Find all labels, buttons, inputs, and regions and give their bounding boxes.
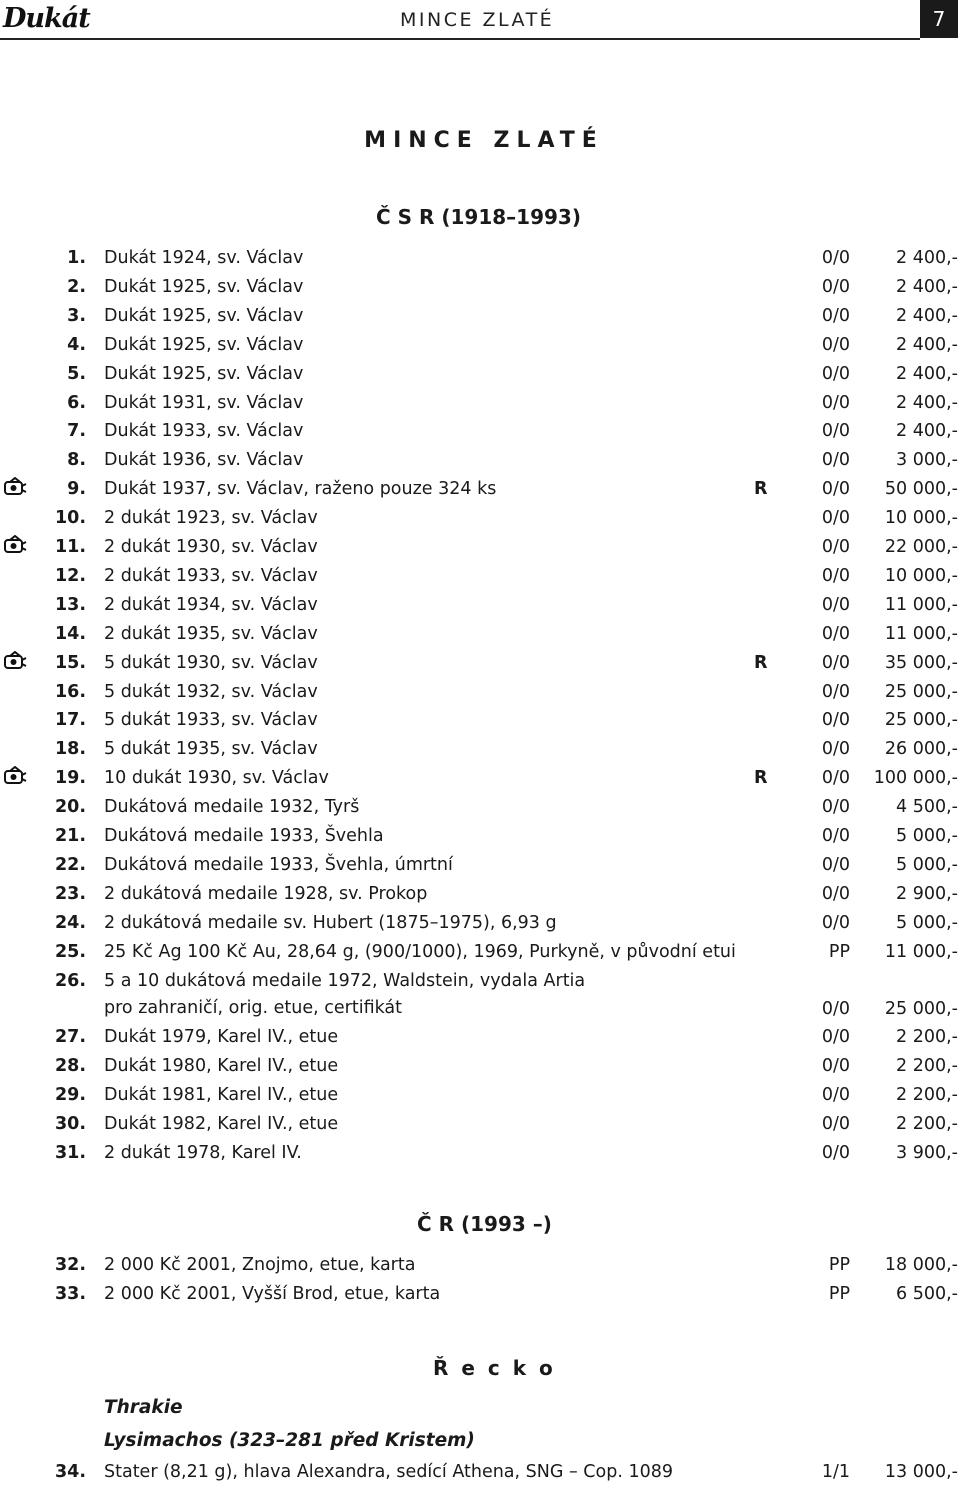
item-price: 11 000,-	[884, 594, 958, 615]
item-price: 2 200,-	[896, 1027, 958, 1048]
item-number: 11.	[54, 537, 86, 557]
photo-mark-icon	[3, 477, 27, 499]
item-number: 13.	[54, 594, 86, 615]
item-price: 2 400,-	[896, 421, 958, 442]
item-number: 21.	[54, 826, 86, 846]
item-grade: 0/0	[821, 392, 850, 413]
item-price: 2 200,-	[896, 1056, 958, 1077]
item-number: 18.	[54, 739, 86, 760]
item-description: 5 a 10 dukátová medaile 1972, Waldstein, vydala Artia	[104, 970, 586, 991]
item-grade: 0/0	[821, 826, 850, 846]
item-description: 2 dukát 1933, sv. Václav	[104, 565, 318, 586]
item-grade: 0/0	[821, 1085, 850, 1106]
item-grade: 0/0	[821, 1056, 850, 1077]
catalog-item	[0, 710, 960, 739]
item-number: 16.	[54, 681, 86, 702]
catalog-item	[0, 393, 960, 422]
item-price: 2 400,-	[896, 305, 958, 326]
item-price: 18 000,-	[884, 1255, 958, 1275]
item-grade: 0/0	[821, 305, 850, 326]
item-number: 28.	[54, 1056, 86, 1077]
item-grade: 0/0	[821, 797, 850, 818]
item-price: 5 000,-	[896, 912, 958, 933]
section-heading-recko: Ř e c k o	[433, 1356, 556, 1380]
catalog-item	[0, 277, 960, 306]
item-grade: 0/0	[821, 450, 850, 471]
item-price: 2 900,-	[896, 883, 958, 904]
item-description: Dukát 1933, sv. Václav	[104, 421, 304, 442]
catalog-item	[0, 306, 960, 335]
item-description: 2 dukát 1923, sv. Václav	[104, 508, 318, 529]
item-price: 3 900,-	[896, 1142, 958, 1163]
item-price: 2 400,-	[896, 363, 958, 384]
item-price: 10 000,-	[884, 565, 958, 586]
item-number: 12.	[54, 565, 86, 586]
item-grade: 0/0	[821, 594, 850, 615]
item-grade: 0/0	[821, 623, 850, 644]
item-grade: 0/0	[821, 854, 850, 875]
item-description: 5 dukát 1930, sv. Václav	[104, 652, 318, 673]
item-number: 7.	[67, 421, 86, 442]
item-rarity: R	[754, 768, 768, 789]
item-description: Dukát 1925, sv. Václav	[104, 334, 304, 355]
item-price: 50 000,-	[884, 479, 958, 500]
item-description: Dukát 1936, sv. Václav	[104, 450, 304, 471]
item-description: Dukát 1937, sv. Václav, raženo pouze 324 ks	[104, 479, 497, 500]
catalog-item	[0, 421, 960, 450]
header-rule	[0, 38, 920, 40]
catalog-item	[0, 1462, 960, 1491]
item-grade: 0/0	[821, 652, 850, 673]
catalog-item	[0, 595, 960, 624]
item-number: 1.	[67, 248, 86, 268]
catalog-item	[0, 971, 960, 1029]
item-description: Dukátová medaile 1933, Švehla, úmrtní	[104, 854, 453, 875]
catalog-item	[0, 450, 960, 479]
item-number: 27.	[54, 1027, 86, 1048]
item-description: 2 dukátová medaile 1928, sv. Prokop	[104, 883, 428, 904]
item-grade: PP	[828, 941, 850, 962]
item-number: 32.	[54, 1255, 86, 1275]
item-number: 22.	[54, 854, 86, 875]
item-description: Stater (8,21 g), hlava Alexandra, sedící Athena, SNG – Cop. 1089	[104, 1462, 673, 1482]
section-heading-csr: Č S R (1918–1993)	[376, 205, 581, 229]
item-rarity: R	[754, 479, 768, 500]
catalog-item	[0, 1255, 960, 1284]
item-grade: 0/0	[821, 768, 850, 789]
photo-mark-icon	[3, 535, 27, 557]
item-price: 100 000,-	[873, 768, 958, 789]
catalog-item	[0, 913, 960, 942]
item-price: 2 200,-	[896, 1114, 958, 1134]
item-description: 2 000 Kč 2001, Znojmo, etue, karta	[104, 1255, 416, 1275]
item-price: 11 000,-	[884, 623, 958, 644]
item-price: 22 000,-	[884, 537, 958, 557]
item-grade: 0/0	[821, 421, 850, 442]
item-number: 19.	[54, 768, 86, 789]
item-number: 23.	[54, 883, 86, 904]
item-description: Dukát 1925, sv. Václav	[104, 363, 304, 384]
catalog-item	[0, 884, 960, 913]
item-description: Dukát 1980, Karel IV., etue	[104, 1056, 339, 1077]
subheading-lysimachos: Lysimachos (323–281 před Kristem)	[104, 1430, 475, 1451]
catalog-item	[0, 537, 960, 566]
item-price: 35 000,-	[884, 652, 958, 673]
item-number: 17.	[54, 710, 86, 731]
item-description: Dukát 1979, Karel IV., etue	[104, 1027, 339, 1048]
item-description: Dukát 1982, Karel IV., etue	[104, 1114, 339, 1134]
item-number: 26.	[54, 970, 86, 991]
catalog-item	[0, 1085, 960, 1114]
item-grade: 0/0	[821, 248, 850, 268]
item-grade: 0/0	[821, 363, 850, 384]
item-price: 25 000,-	[884, 998, 958, 1019]
item-number: 10.	[54, 508, 86, 529]
item-number: 6.	[67, 392, 86, 413]
catalog-item	[0, 364, 960, 393]
item-grade: 0/0	[821, 1114, 850, 1134]
item-price: 2 400,-	[896, 392, 958, 413]
catalog-item	[0, 1143, 960, 1172]
item-grade: 0/0	[821, 710, 850, 731]
item-number: 8.	[67, 450, 86, 471]
item-description: Dukát 1981, Karel IV., etue	[104, 1085, 339, 1106]
catalog-item	[0, 1284, 960, 1313]
item-number: 33.	[54, 1284, 86, 1304]
running-title: MINCE ZLATÉ	[400, 9, 555, 31]
page-header	[0, 0, 960, 40]
item-grade: PP	[828, 1284, 850, 1304]
catalog-item	[0, 855, 960, 884]
item-grade: 0/0	[821, 739, 850, 760]
item-description: Dukát 1925, sv. Václav	[104, 276, 304, 297]
catalog-item	[0, 682, 960, 711]
item-number: 3.	[67, 305, 86, 326]
item-number: 25.	[54, 941, 86, 962]
page-number: 7	[920, 0, 958, 38]
item-description: 2 dukát 1978, Karel IV.	[104, 1142, 302, 1163]
item-rarity: R	[754, 652, 768, 673]
item-description: 25 Kč Ag 100 Kč Au, 28,64 g, (900/1000), 1969, Purkyně, v původní etui	[104, 941, 736, 962]
item-number: 31.	[54, 1142, 86, 1163]
item-grade: 0/0	[821, 912, 850, 933]
catalog-item	[0, 1027, 960, 1056]
item-description: 10 dukát 1930, sv. Václav	[104, 768, 329, 789]
item-number: 29.	[54, 1085, 86, 1106]
item-description: Dukátová medaile 1933, Švehla	[104, 826, 384, 846]
catalog-item	[0, 508, 960, 537]
item-price: 25 000,-	[884, 710, 958, 731]
catalog-item	[0, 479, 960, 508]
item-number: 4.	[67, 334, 86, 355]
section-heading-cr: Č R (1993 –)	[417, 1212, 552, 1236]
item-description: 2 dukát 1935, sv. Václav	[104, 623, 318, 644]
item-grade: 0/0	[821, 508, 850, 529]
item-price: 11 000,-	[884, 941, 958, 962]
catalog-item	[0, 653, 960, 682]
item-price: 6 500,-	[896, 1284, 958, 1304]
photo-mark-icon	[3, 766, 27, 788]
item-number: 20.	[54, 797, 86, 818]
item-description: Dukát 1925, sv. Václav	[104, 305, 304, 326]
item-grade: 1/1	[821, 1462, 850, 1482]
item-grade: 0/0	[821, 276, 850, 297]
item-description: 2 dukát 1934, sv. Václav	[104, 594, 318, 615]
item-price: 26 000,-	[884, 739, 958, 760]
item-grade: 0/0	[821, 537, 850, 557]
item-price: 13 000,-	[884, 1462, 958, 1482]
item-price: 5 000,-	[896, 826, 958, 846]
item-description: 5 dukát 1932, sv. Václav	[104, 681, 318, 702]
item-price: 4 500,-	[896, 797, 958, 818]
item-price: 2 400,-	[896, 276, 958, 297]
item-price: 2 400,-	[896, 334, 958, 355]
item-price: 2 400,-	[896, 248, 958, 268]
page-title: MINCE ZLATÉ	[364, 128, 604, 153]
item-description: Dukát 1931, sv. Václav	[104, 392, 304, 413]
item-number: 15.	[54, 652, 86, 673]
item-grade: 0/0	[821, 883, 850, 904]
item-grade: 0/0	[821, 998, 850, 1019]
item-grade: 0/0	[821, 334, 850, 355]
item-number: 2.	[67, 276, 86, 297]
item-number: 34.	[54, 1462, 86, 1482]
item-number: 30.	[54, 1114, 86, 1134]
item-number: 5.	[67, 363, 86, 384]
catalog-item	[0, 826, 960, 855]
subheading-thrakie: Thrakie	[104, 1397, 183, 1418]
item-description: Dukátová medaile 1932, Tyrš	[104, 797, 360, 818]
item-price: 5 000,-	[896, 854, 958, 875]
item-grade: 0/0	[821, 1027, 850, 1048]
item-description: 5 dukát 1935, sv. Václav	[104, 739, 318, 760]
catalog-item	[0, 624, 960, 653]
item-price: 2 200,-	[896, 1085, 958, 1106]
photo-mark-icon	[3, 651, 27, 673]
catalog-item	[0, 1114, 960, 1143]
catalog-item	[0, 739, 960, 768]
item-grade: PP	[828, 1255, 850, 1275]
item-number: 9.	[67, 479, 86, 500]
item-grade: 0/0	[821, 565, 850, 586]
item-number: 14.	[54, 623, 86, 644]
item-grade: 0/0	[821, 681, 850, 702]
catalog-item	[0, 335, 960, 364]
item-description-line2: pro zahraničí, orig. etue, certifikát	[104, 997, 403, 1018]
catalog-item	[0, 248, 960, 277]
item-grade: 0/0	[821, 479, 850, 500]
catalog-item	[0, 1056, 960, 1085]
catalog-item	[0, 768, 960, 797]
item-description: 2 dukát 1930, sv. Václav	[104, 537, 318, 557]
item-price: 3 000,-	[896, 450, 958, 471]
catalog-item	[0, 797, 960, 826]
item-number: 24.	[54, 912, 86, 933]
item-description: Dukát 1924, sv. Václav	[104, 248, 304, 268]
item-description: 2 000 Kč 2001, Vyšší Brod, etue, karta	[104, 1284, 441, 1304]
item-grade: 0/0	[821, 1142, 850, 1163]
item-price: 10 000,-	[884, 508, 958, 529]
dukat-logo: Dukát	[3, 3, 90, 34]
catalog-item	[0, 942, 960, 971]
item-description: 5 dukát 1933, sv. Václav	[104, 710, 318, 731]
item-description: 2 dukátová medaile sv. Hubert (1875–1975), 6,93 g	[104, 912, 557, 933]
item-price: 25 000,-	[884, 681, 958, 702]
catalog-item	[0, 566, 960, 595]
